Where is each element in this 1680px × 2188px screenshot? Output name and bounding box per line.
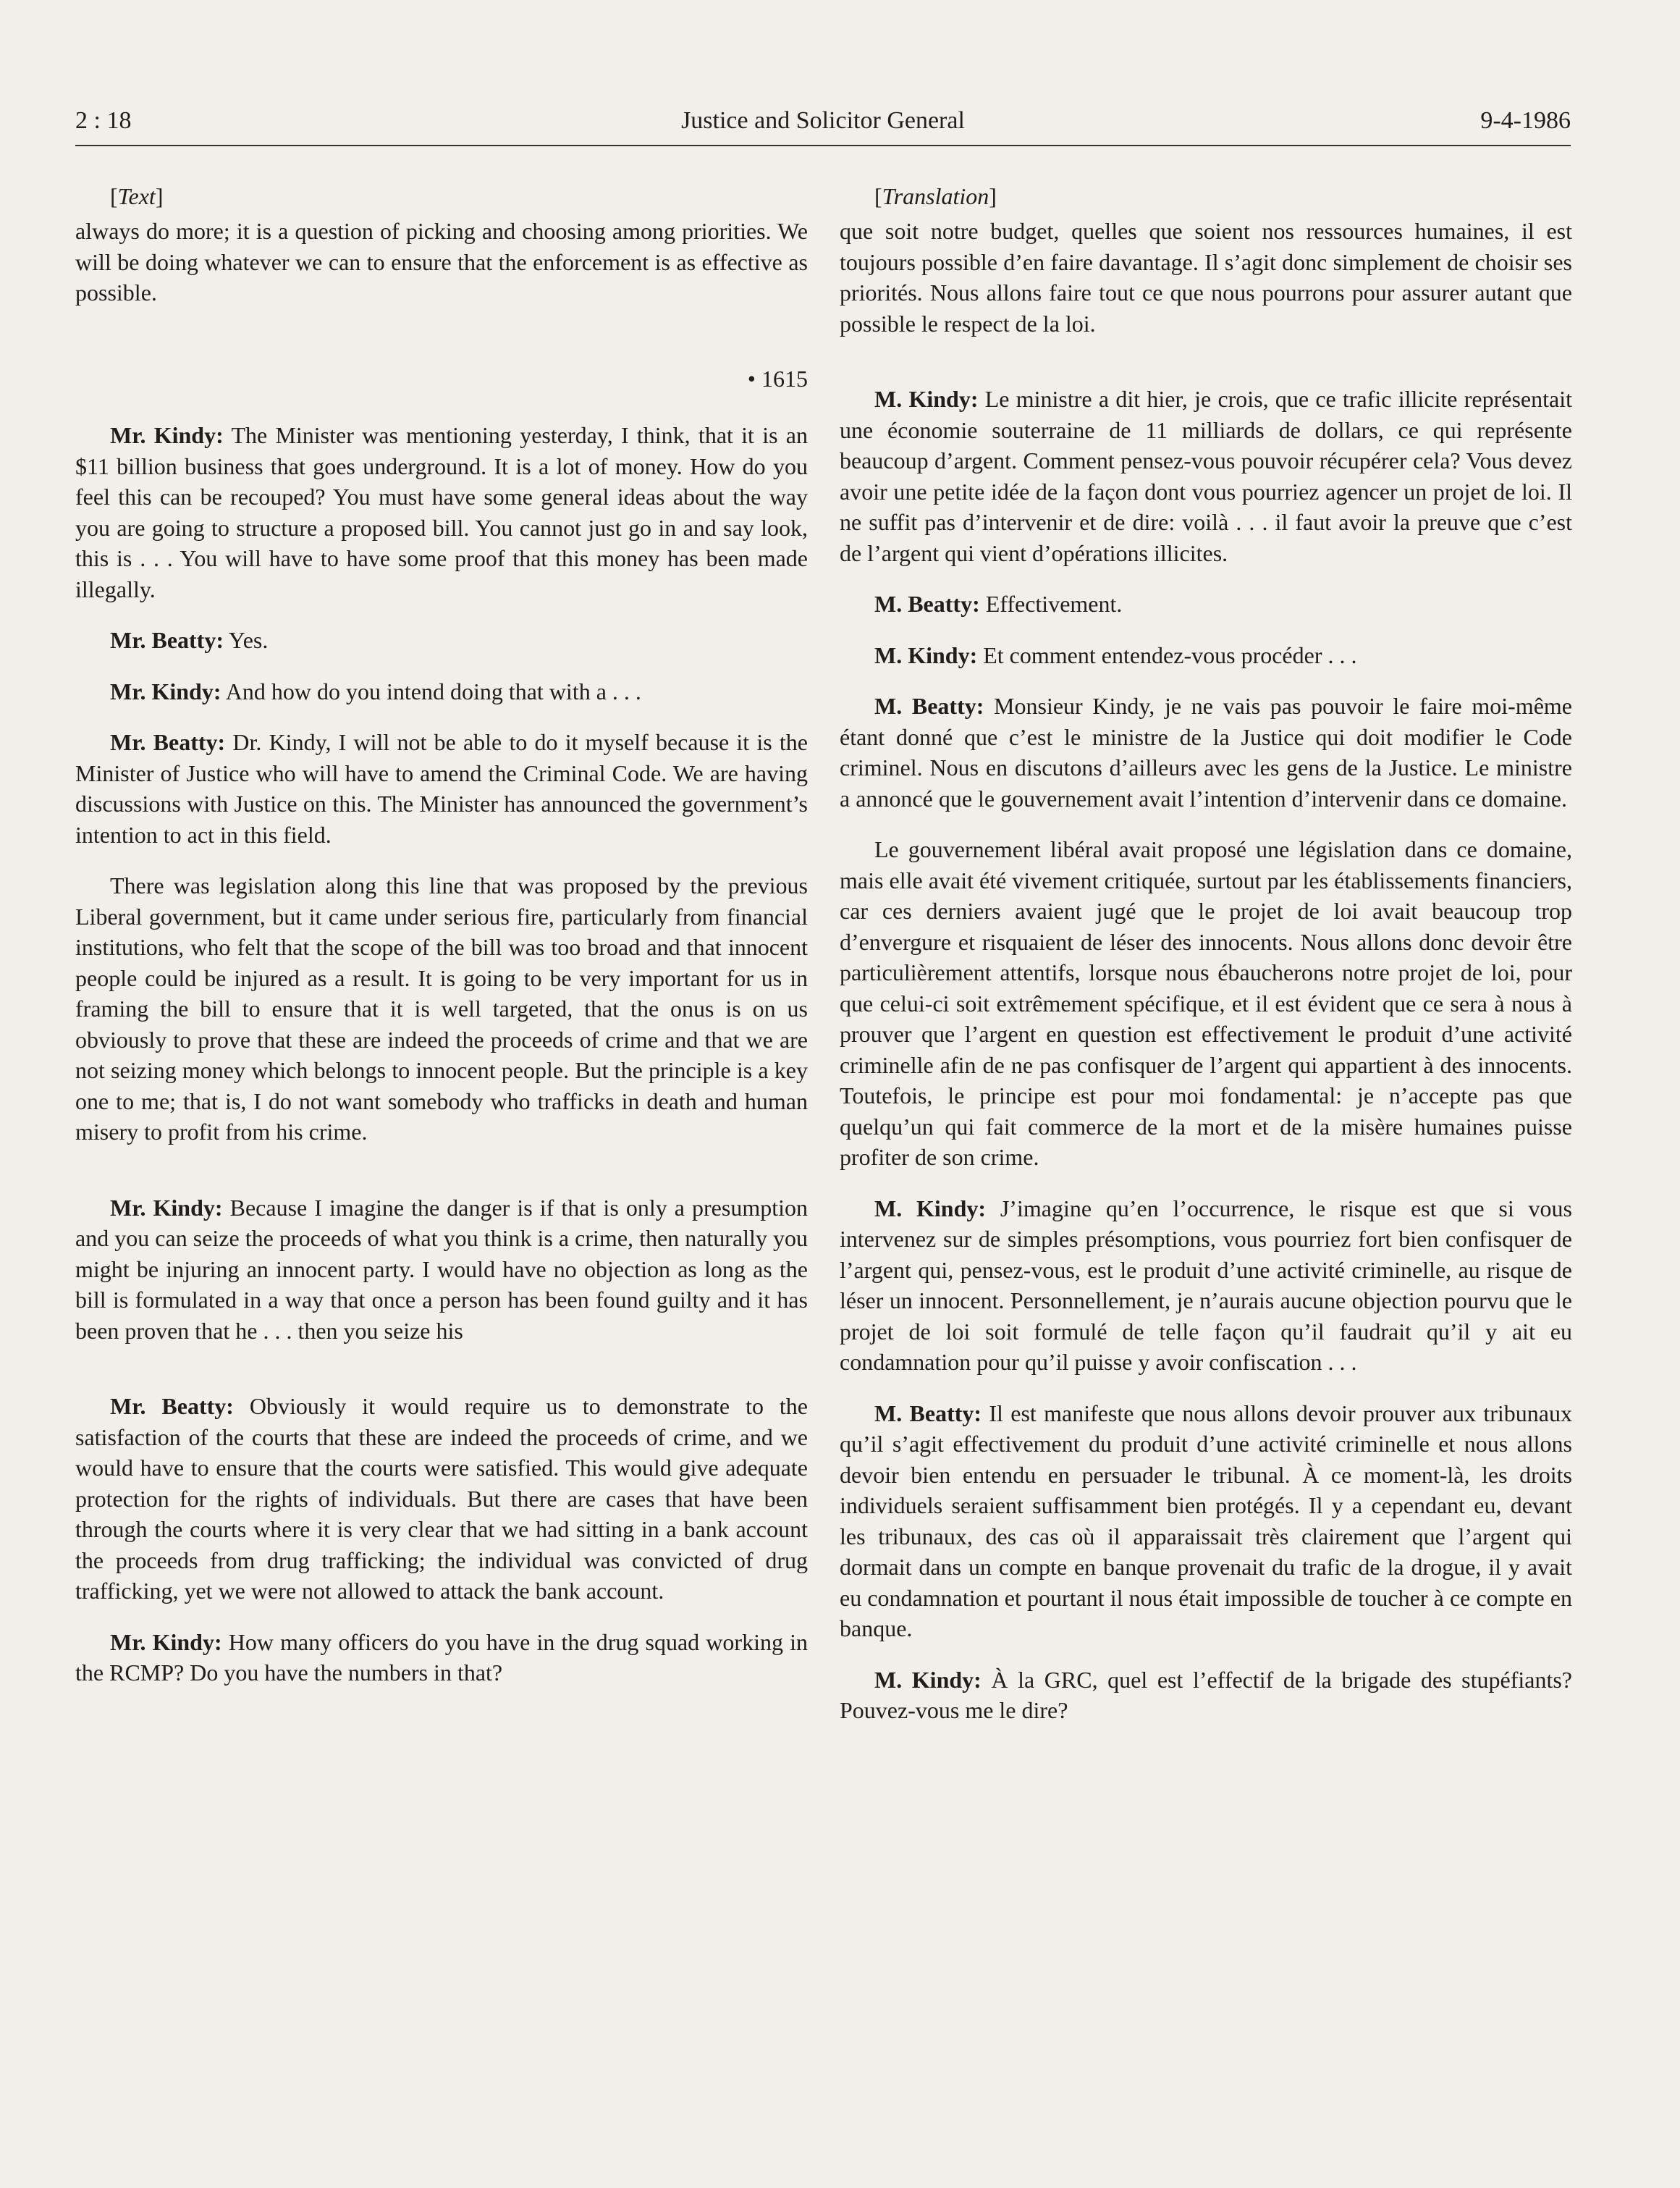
speech-text: Effectivement. bbox=[979, 591, 1123, 617]
speaker-name: Mr. Beatty: bbox=[110, 729, 226, 755]
speech-text: Yes. bbox=[223, 627, 269, 653]
paragraph bbox=[840, 691, 1572, 814]
time-marker: • 1615 bbox=[747, 365, 808, 392]
paragraph bbox=[75, 676, 808, 707]
speech-text: Et comment entendez-vous procéder . . . bbox=[977, 641, 1357, 668]
speaker-name: M. Kindy: bbox=[874, 1195, 987, 1221]
speaker-name: Mr. Beatty: bbox=[110, 1393, 234, 1419]
speaker-name: M. Kindy: bbox=[874, 386, 979, 412]
page-title: Justice and Solicitor General bbox=[681, 107, 965, 134]
page-date: 9-4-1986 bbox=[1480, 107, 1571, 134]
speaker-name: M. Beatty: bbox=[874, 693, 984, 719]
column-label: [Text] bbox=[110, 183, 164, 209]
speaker-name: Mr. Kindy: bbox=[110, 678, 221, 704]
speech-text: Le ministre a dit hier, je crois, que ce trafic illicite représentait une économie souterraine de 11 milliards de dollars, ce qui représente beaucoup d’argent. Comment pensez-vous pouvoir récupérer cela? Vous devez avoir une petite idée de la façon dont vous pourriez agencer un projet de loi. Il ne suffit pas d’intervenir et de dire: voilà . . . il faut avoir la preuve que c’est de l’argent qui vient d’opérations illicites. bbox=[840, 386, 1573, 566]
speech-text: The Minister was mentioning yesterday, I think, that it is an $11 billion business that goes underground. It is a lot of money. How do you feel this can be recouped? You must have some general ideas about the way you are going to structure a proposed bill. You cannot just go in and say look, this is . . . You will have to have some proof that this money has been made illegally. bbox=[75, 422, 809, 602]
speaker-name: Mr. Kindy: bbox=[110, 1628, 222, 1655]
speech-text: How many officers do you have in the drug squad working in the RCMP? Do you have the numbers in that? bbox=[75, 1628, 809, 1686]
page-number: 2 : 18 bbox=[75, 107, 132, 134]
paragraph bbox=[840, 640, 1572, 671]
paragraph bbox=[75, 1391, 808, 1607]
speech-text: Obviously it would require us to demonstrate to the satisfaction of the courts that these are indeed the proceeds of crime, and we would have to ensure that the courts were satisfied. This would give adequate protection for the rights of individuals. But there are cases that have been through the courts where it is very clear that we had sitting in a bank account the proceeds from drug trafficking; the individual was convicted of drug trafficking, yet we were not allowed to attack the bank account. bbox=[75, 1393, 809, 1604]
speaker-name: Mr. Kindy: bbox=[110, 422, 224, 448]
english-column bbox=[75, 181, 808, 1688]
page-header bbox=[75, 107, 1571, 148]
speaker-name: M. Beatty: bbox=[874, 1400, 982, 1426]
paragraph bbox=[75, 1627, 808, 1688]
speaker-name: M. Kindy: bbox=[874, 641, 978, 668]
paragraph: There was legislation along this line that was proposed by the previous Liberal government, but it came under serious fire, particularly from financial institutions, who felt that the scope of the bill was too broad and that innocent people could be injured as a result. It is going to be very important for us in framing the bill to ensure that it is well targeted, that the onus is on us obviously to prove that these are indeed the proceeds of crime and that we are not seizing money which belongs to innocent people. But the principle is a key one to me; that is, I do not want somebody who trafficks in death and human misery to profit from his crime. bbox=[75, 872, 808, 1145]
speech-text: À la GRC, quel est l’effectif de la brigade des stupéfiants? Pouvez-vous me le dire? bbox=[840, 1666, 1573, 1723]
paragraph bbox=[75, 625, 808, 656]
paragraph bbox=[75, 727, 808, 850]
speech-text: Il est manifeste que nous allons devoir prouver aux tribunaux qu’il s’agit effectivement du produit d’une activité criminelle et nous allons devoir bien entendu en persuader le tribunal. À ce moment-là, les droits individuels seraient suffisamment bien protégés. Il y a cependant eu, devant les tribunaux, des cas où il apparaissait très clairement que l’argent qui dormait dans un compte en banque provenait du trafic de la drogue, il y avait eu condamnation et pourtant il nous était impossible de toucher à ce compte en banque. bbox=[840, 1400, 1573, 1641]
paragraph bbox=[840, 1665, 1572, 1726]
paragraph bbox=[75, 1192, 808, 1347]
paragraph bbox=[840, 384, 1572, 568]
paragraph bbox=[75, 420, 808, 605]
paragraph bbox=[840, 1398, 1572, 1644]
speaker-name: Mr. Beatty: bbox=[110, 627, 224, 653]
speech-text: And how do you intend doing that with a . . . bbox=[221, 678, 641, 704]
speaker-name: Mr. Kindy: bbox=[110, 1194, 223, 1221]
speaker-name: M. Kindy: bbox=[874, 1666, 982, 1693]
speech-text: Dr. Kindy, I will not be able to do it myself because it is the Minister of Justice who will have to amend the Criminal Code. We are having discussions with Justice on this. The Minister has announced the government’s intention to act in this field. bbox=[75, 729, 809, 848]
speaker-name: M. Beatty: bbox=[874, 591, 980, 617]
paragraph bbox=[840, 589, 1572, 620]
paragraph: que soit notre budget, quelles que soient nos ressources humaines, il est toujours possible d’en faire davantage. Il s’agit donc simplement de choisir ses priorités. Nous allons faire tout ce que nous pourrons pour assurer autant que possible le respect de la loi. bbox=[840, 218, 1572, 337]
translation-column bbox=[840, 181, 1572, 1726]
header-rule bbox=[75, 145, 1571, 146]
paragraph: Le gouvernement libéral avait proposé une législation dans ce domaine, mais elle avait été vivement critiquée, surtout par les établissements financiers, car ces derniers avaient jugé que le projet de loi avait beaucoup trop d’envergure et risquaient de léser des innocents. Nous allons donc devoir être particulièrement attentifs, lorsque nous ébaucherons notre projet de loi, pour que celui-ci soit extrêmement spécifique, et il est évident que ce sera à nous à prouver que l’argent en question est effectivement le produit d’une activité criminelle afin de ne pas confisquer de l’argent qui appartient à des innocents. Toutefois, le principe est pour moi fondamental: je n’accepte pas que quelqu’un qui fait commerce de la mort et de la misère humaines puisse profiter de son crime. bbox=[840, 836, 1572, 1170]
paragraph: always do more; it is a question of picking and choosing among priorities. We will be doing whatever we can to ensure that the enforcement is as effective as possible. bbox=[75, 218, 808, 306]
speech-text: J’imagine qu’en l’occurrence, le risque est que si vous intervenez sur de simples présomptions, vous pourriez fort bien confisquer de l’argent qui, pensez-vous, est le produit d’une activité criminelle, au risque de léser un innocent. Personnellement, je n’aurais aucune objection pourvu que le projet de loi soit formulé de telle façon qu’il faudrait qu’il y ait eu condamnation pour qu’il puisse y avoir confiscation . . . bbox=[840, 1195, 1573, 1375]
speech-text: Because I imagine the danger is if that is only a presumption and you can seize the proceeds of what you think is a crime, then naturally you might be injuring an innocent party. I would have no objection as long as the bill is formulated in a way that once a person has been found guilty and it has been proven that he . . . then you seize his bbox=[75, 1194, 809, 1344]
column-label: [Translation] bbox=[874, 183, 997, 209]
paragraph bbox=[840, 1193, 1572, 1378]
speech-text: Monsieur Kindy, je ne vais pas pouvoir le faire moi-même étant donné que c’est le ministre de la Justice qui doit modifier le Code criminel. Nous en discutons d’ailleurs avec les gens de la Justice. Le ministre a annoncé que le gouvernement avait l’intention d’intervenir dans ce domaine. bbox=[840, 693, 1573, 812]
